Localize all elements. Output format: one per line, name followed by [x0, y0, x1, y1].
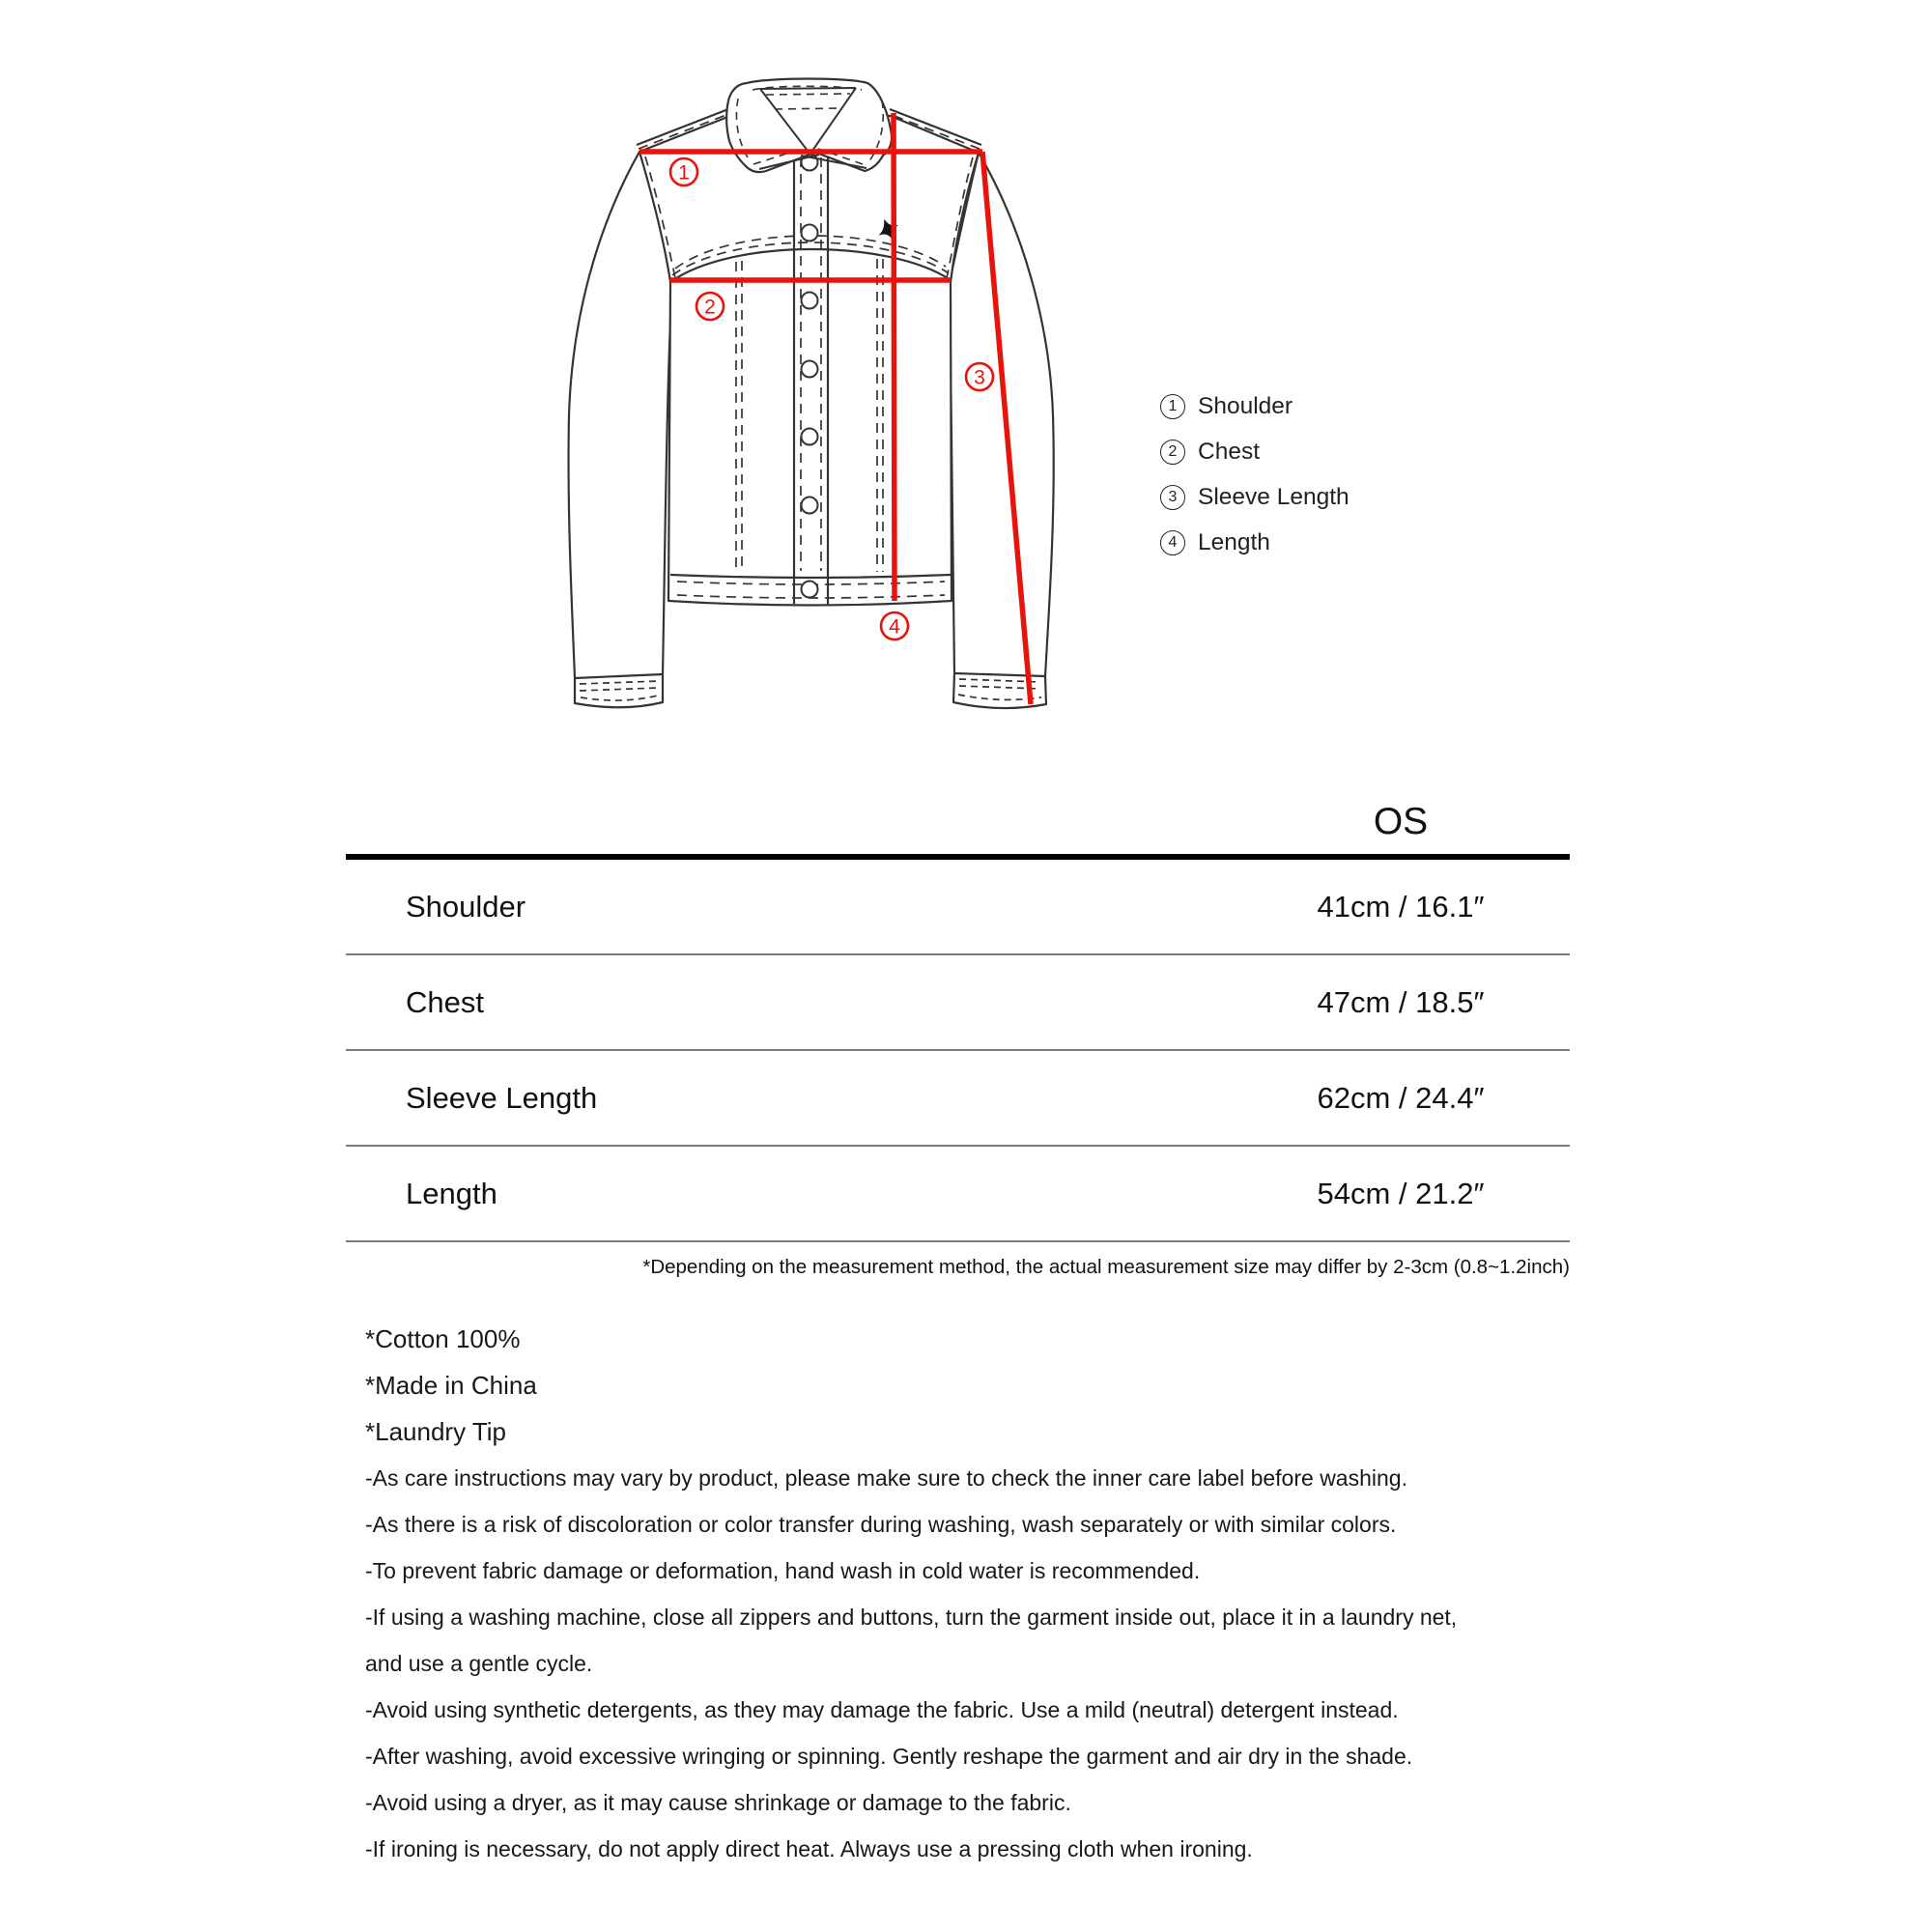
- size-column-header: OS: [1373, 801, 1429, 842]
- row-label-shoulder: Shoulder: [406, 889, 526, 923]
- row-value-length: 54cm / 21.2″: [1317, 1176, 1485, 1210]
- product-info-block: [365, 1316, 1621, 1872]
- size-table-body: [346, 854, 1570, 1242]
- row-label-chest: Chest: [406, 984, 484, 1019]
- legend-label: Sleeve Length: [1198, 483, 1350, 510]
- legend-item-length: [1160, 520, 1350, 565]
- right-sleeve: [950, 153, 1054, 676]
- care-instruction: -After washing, avoid excessive wringing or spinning. Gently reshape the garment and air dry in the shade.: [365, 1743, 1413, 1769]
- care-instruction: and use a gentle cycle.: [365, 1650, 593, 1676]
- circled-number-2-icon: 2: [1160, 440, 1185, 465]
- table-row: [346, 1051, 1570, 1147]
- legend-label: Shoulder: [1198, 392, 1293, 419]
- care-instruction: -To prevent fabric damage or deformation, hand wash in cold water is recommended.: [365, 1557, 1201, 1583]
- row-value-sleeve-length: 62cm / 24.4″: [1317, 1080, 1485, 1115]
- jacket-measurement-diagram: [555, 56, 1082, 737]
- cuff-stitching: [580, 679, 1041, 700]
- left-sleeve: [569, 152, 672, 678]
- composition-text: *Cotton 100%: [365, 1323, 521, 1353]
- legend-item-shoulder: [1160, 384, 1350, 429]
- table-row: [346, 955, 1570, 1051]
- circled-number-4-icon: 4: [1160, 530, 1185, 555]
- care-instruction: -As there is a risk of discoloration or color transfer during washing, wash separately or with similar colors.: [365, 1511, 1397, 1537]
- measurement-line-length: [894, 113, 895, 601]
- legend-label: Chest: [1198, 438, 1261, 465]
- care-instruction: -If ironing is necessary, do not apply direct heat. Always use a pressing cloth when ironing.: [365, 1835, 1253, 1861]
- legend-label: Length: [1198, 528, 1270, 555]
- table-row: [346, 860, 1570, 955]
- mark-4: [881, 612, 908, 639]
- table-row: [346, 1147, 1570, 1242]
- circled-number-3-icon: 3: [1160, 485, 1185, 510]
- origin-text: *Made in China: [365, 1370, 537, 1400]
- svg-text:1: 1: [678, 161, 690, 185]
- legend-item-chest: [1160, 429, 1350, 474]
- mark-1: [670, 158, 697, 185]
- care-instruction: -If using a washing machine, close all zippers and buttons, turn the garment inside out, place it in a laundry net,: [365, 1604, 1458, 1630]
- row-label-sleeve-length: Sleeve Length: [406, 1080, 598, 1115]
- size-table-header: [346, 790, 1570, 854]
- circled-number-1-icon: 1: [1160, 394, 1185, 419]
- svg-text:2: 2: [704, 296, 716, 319]
- svg-text:3: 3: [974, 366, 985, 389]
- laundry-tip-header: *Laundry Tip: [365, 1416, 506, 1446]
- mark-3: [966, 363, 993, 390]
- mark-2: [696, 293, 724, 320]
- row-label-length: Length: [406, 1176, 497, 1210]
- measurement-legend: [1160, 384, 1350, 565]
- svg-text:4: 4: [889, 615, 900, 639]
- measurement-footnote: *Depending on the measurement method, the actual measurement size may differ by 2-3cm (0.8~1.2inch): [642, 1256, 1570, 1278]
- care-instruction: -Avoid using a dryer, as it may cause shrinkage or damage to the fabric.: [365, 1789, 1071, 1815]
- jacket-collar: [726, 79, 892, 173]
- care-instruction: -As care instructions may vary by product, please make sure to check the inner care label before washing.: [365, 1464, 1407, 1491]
- row-value-shoulder: 41cm / 16.1″: [1317, 889, 1485, 923]
- size-table: [346, 790, 1570, 1279]
- row-value-chest: 47cm / 18.5″: [1317, 984, 1485, 1019]
- legend-item-sleeve-length: [1160, 474, 1350, 520]
- care-instruction: -Avoid using synthetic detergents, as they may damage the fabric. Use a mild (neutral) detergent instead.: [365, 1696, 1399, 1722]
